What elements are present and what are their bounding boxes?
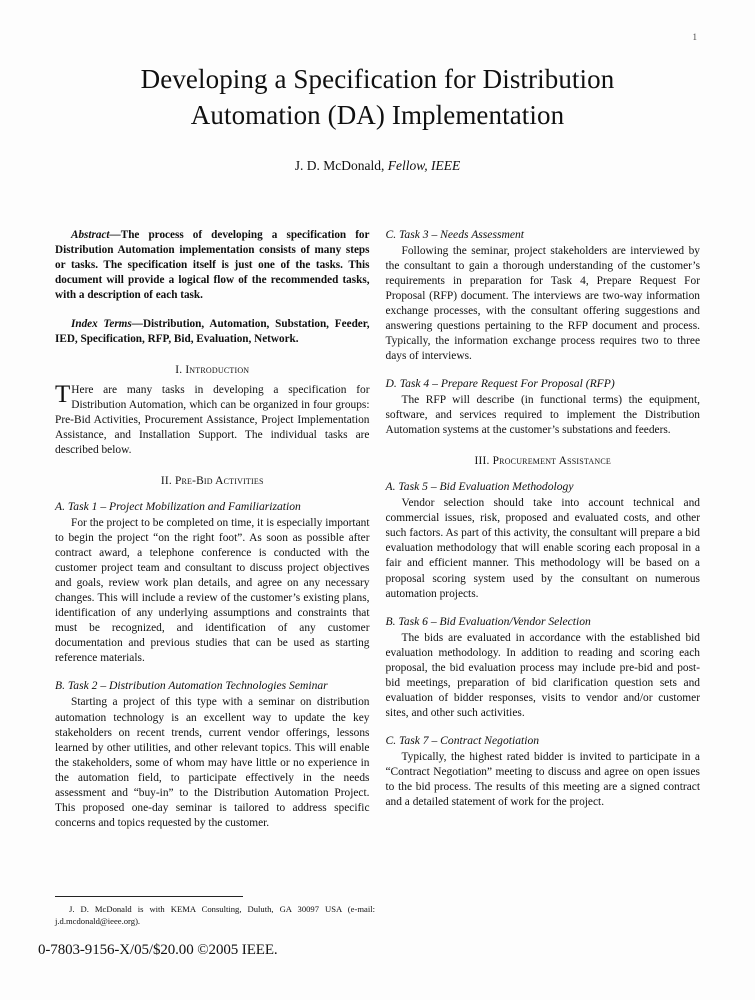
author-line: [0, 158, 755, 174]
index-terms-paragraph: [55, 317, 370, 347]
index-terms-label: Index Terms—: [71, 318, 143, 330]
subsection-title: Task 2 – Distribution Automation Technologies Seminar: [67, 679, 328, 693]
two-column-body: [0, 228, 755, 831]
task-6-body: The bids are evaluated in accordance with the established bid evaluation methodology. In addition to reading and scoring each proposal, the bid evaluation process may include pre-bid and post-bid meetings, preparation of bid clarification question sets and evaluation of bidder responses, visits to vendor and/or customer sites, and other such activities.: [385, 631, 700, 719]
subsection-heading-task-3: [386, 228, 701, 241]
subsection-title: Task 3 – Needs Assessment: [399, 228, 525, 241]
footnote-text: J. D. McDonald is with KEMA Consulting, Duluth, GA 30097 USA (e-mail: j.d.mcdonald@ieee.org).: [55, 904, 375, 926]
subsection-title: Task 6 – Bid Evaluation/Vendor Selection: [398, 614, 591, 628]
title-line-2: Automation (DA) Implementation: [190, 99, 565, 130]
subsection-heading-task-2: [55, 679, 370, 692]
task-1-body: For the project to be completed on time, it is especially important to begin the project “on the right foot”. As soon as possible after contract award, a telephone conference is conducted with the customer project team and consultant to discuss project objectives and goals, review work plan details, and agree on any necessary changes. This will include a review of the customer’s existing plans, identification of any underlying assumptions and constraints that must be recognized, and identification of any customer documentation and previous studies that can be used as starting reference materials.: [55, 517, 370, 665]
author-credential: Fellow, IEEE: [387, 157, 461, 173]
page-title: [78, 62, 678, 134]
task-7-body: Typically, the highest rated bidder is invited to participate in a “Contract Negotiation” meeting to discuss and agree on open issues to the bid process. The results of this meeting are a signed contract and a detailed statement of work for the project.: [385, 750, 700, 808]
subsection-letter: C.: [385, 733, 397, 747]
section-title: Introduction: [185, 364, 250, 376]
abstract-label: Abstract—: [71, 229, 121, 241]
page-number: 1: [692, 32, 697, 42]
subsection-heading-task-4: [386, 377, 701, 390]
task-2-body: Starting a project of this type with a seminar on distribution automation technology is an excellent way to update the key stakeholders on recent trends, current vendor offerings, lessons learned by other utilities, and other relevant topics. This will enable the stakeholders, some of whom may have little or no experience in the automation field, to participate effectively in the needs assessment and “buy-in” to the Distribution Automation Project. This proposed one-day seminar is tailored to address specific concerns and topics requested by the customer.: [55, 696, 370, 829]
subsection-title: Task 7 – Contract Negotiation: [399, 733, 540, 747]
introduction-paragraph: [55, 383, 370, 458]
title-block: [0, 0, 755, 174]
left-column: [55, 228, 370, 831]
footnote-block: [55, 896, 375, 927]
section-heading-pre-bid-activities: [55, 475, 370, 487]
section-heading-procurement-assistance: [386, 455, 701, 467]
subsection-title: Task 5 – Bid Evaluation Methodology: [398, 480, 574, 494]
section-numeral: III.: [474, 455, 490, 468]
subsection-letter: D.: [385, 377, 397, 391]
abstract-text: The process of developing a specification for Distribution Automation implementation consists of many steps or tasks. The specification itself is just one of the tasks. This document will provide a logical flow of the recommended tasks, with a description of each task.: [55, 229, 370, 301]
subsection-heading-task-5: [386, 480, 701, 493]
task-3-body: Following the seminar, project stakeholders are interviewed by the consultant to gain a thorough understanding of the customer’s requirements in preparation for Task 4, Prepare Request For Proposal (RFP) document. The interviews are two-way information exchange processes, with the consultant offering suggestions and answering questions pertaining to the RFP document and process. Typically, the information exchange process requires two to three days of interviews.: [385, 245, 700, 363]
drop-cap: T: [55, 381, 71, 408]
title-line-1: Developing a Specification for Distribution: [140, 64, 615, 94]
subsection-heading-task-1: [55, 500, 370, 513]
subsection-heading-task-6: [386, 615, 701, 628]
subsection-letter: C.: [385, 228, 397, 241]
task-4-body: The RFP will describe (in functional terms) the equipment, software, and services required to implement the Distribution Automation systems at the customer’s substations and feeders.: [385, 394, 700, 437]
subsection-letter: A.: [385, 480, 396, 494]
subsection-title: Task 1 – Project Mobilization and Familiarization: [67, 500, 301, 514]
index-terms-text: Distribution, Automation, Substation, Feeder, IED, Specification, RFP, Bid, Evaluation, Network.: [55, 318, 370, 345]
subsection-letter: B.: [55, 679, 65, 693]
subsection-heading-task-7: [386, 734, 701, 747]
introduction-text: Here are many tasks in developing a specification for Distribution Automation, which can be organized in four groups: Pre-Bid Activities, Procurement Assistance, Project Implementation Assistance, and Installation Support. The individual tasks are described below.: [55, 384, 370, 457]
copyright-line: 0-7803-9156-X/05/$20.00 ©2005 IEEE.: [38, 942, 278, 958]
subsection-title: Task 4 – Prepare Request For Proposal (RFP): [399, 377, 615, 391]
task-5-body: Vendor selection should take into account technical and commercial issues, risk, proposed and evaluated costs, and other such factors. As part of this activity, the consultant will prepare a bid evaluation methodology that will enable scoring each proposal in a fair and efficient manner. This methodology will be based on a proposal scoring system used by the consultant on numerous automation projects.: [385, 497, 700, 600]
section-title: Procurement Assistance: [492, 455, 611, 468]
abstract-paragraph: [55, 228, 370, 303]
right-column: [386, 228, 701, 831]
section-numeral: II.: [160, 475, 172, 488]
section-title: Pre-Bid Activities: [174, 475, 264, 488]
author-name: J. D. McDonald,: [294, 157, 385, 173]
subsection-letter: A.: [55, 500, 65, 514]
section-heading-introduction: [55, 364, 370, 376]
section-numeral: I.: [175, 364, 183, 376]
footnote-separator-rule: [55, 896, 243, 897]
subsection-letter: B.: [385, 614, 396, 628]
